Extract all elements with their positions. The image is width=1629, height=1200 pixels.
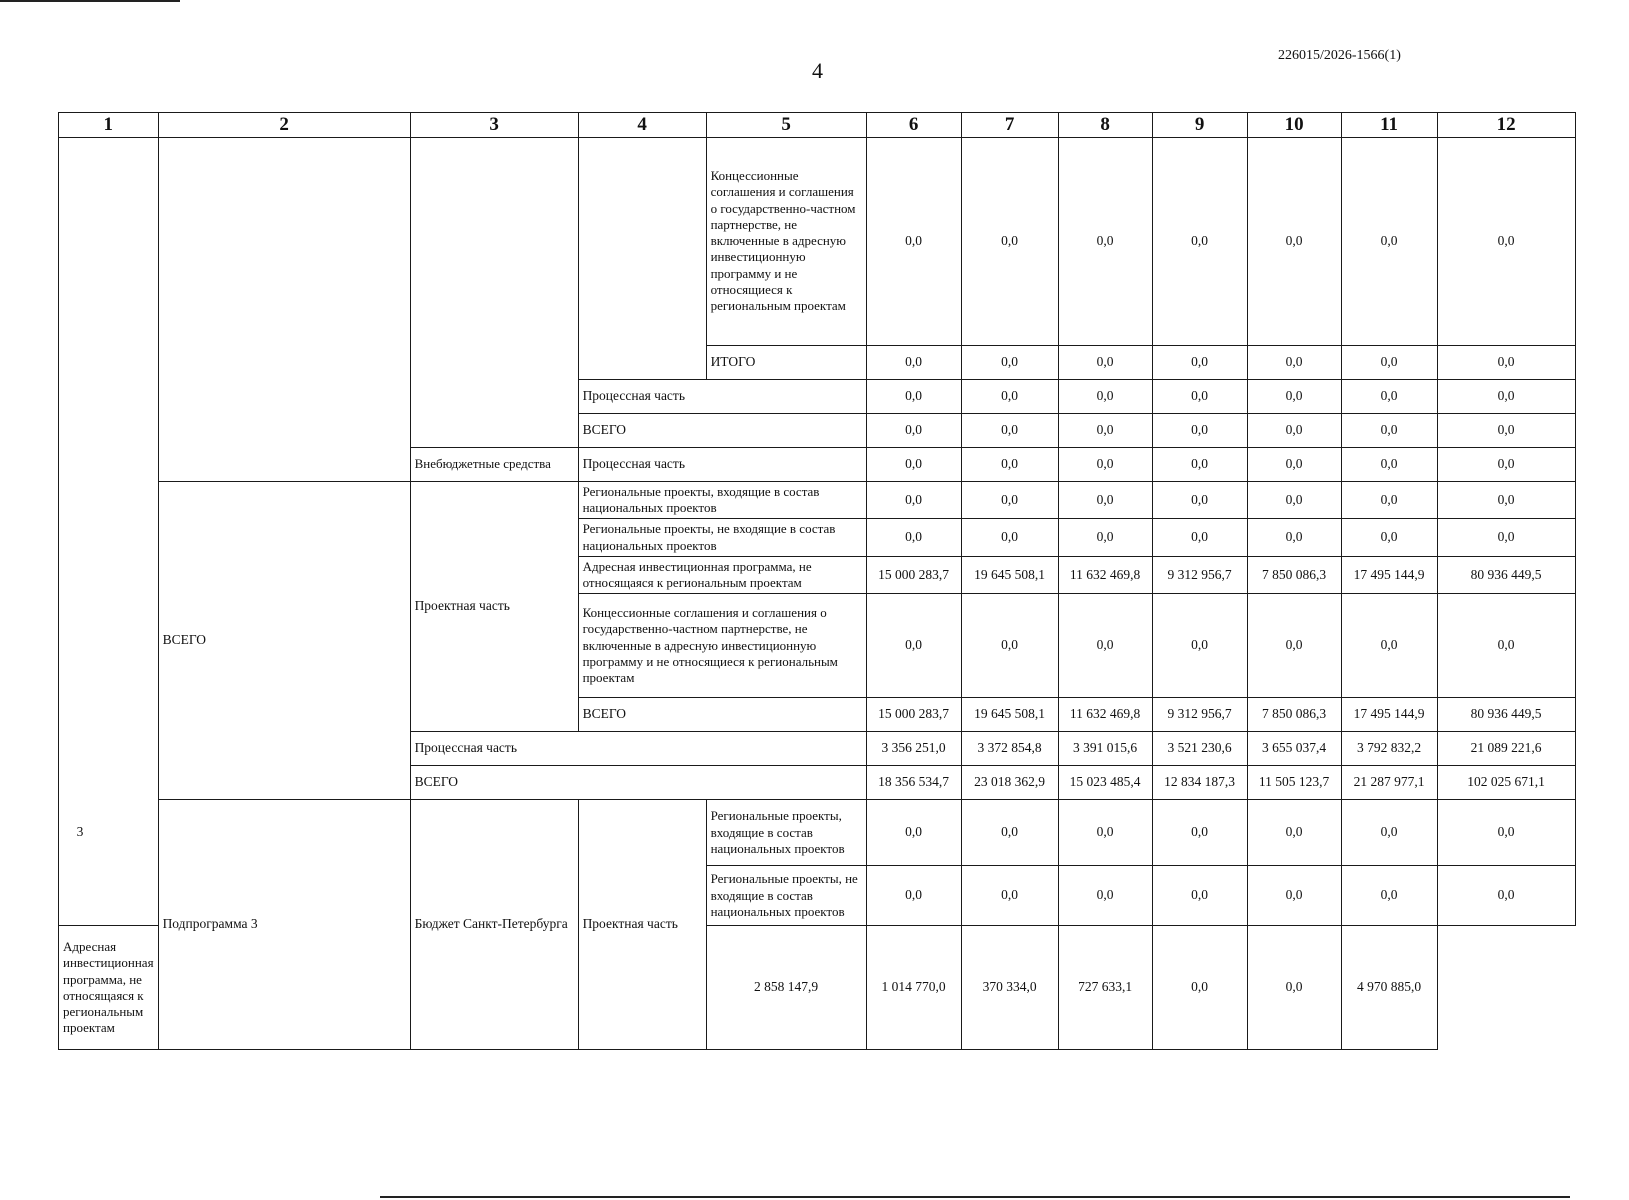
value-cell: 9 312 956,7 xyxy=(1152,698,1247,732)
value-cell: 0,0 xyxy=(866,447,961,481)
table-row xyxy=(59,800,1576,866)
row-label: ВСЕГО xyxy=(578,413,866,447)
row-label: Концессионные соглашения и соглашения о государственно-частном партнерстве, не включенные в адресную инвестиционную программу и не относящиеся к региональным проектам xyxy=(706,137,866,345)
value-cell: 0,0 xyxy=(1247,519,1341,557)
header-cell: 4 xyxy=(578,113,706,138)
value-cell: 0,0 xyxy=(1058,594,1152,698)
value-cell: 0,0 xyxy=(1437,519,1575,557)
value-cell: 0,0 xyxy=(1341,481,1437,519)
value-cell: 0,0 xyxy=(1437,594,1575,698)
value-cell: 0,0 xyxy=(1152,866,1247,926)
value-cell: 102 025 671,1 xyxy=(1437,766,1575,800)
value-cell: 4 970 885,0 xyxy=(1341,926,1437,1050)
header-cell: 1 xyxy=(59,113,159,138)
row-label: Концессионные соглашения и соглашения о государственно-частном партнерстве, не включенные в адресную инвестиционную программу и не относящиеся к региональным проектам xyxy=(578,594,866,698)
value-cell: 0,0 xyxy=(1152,413,1247,447)
value-cell: 0,0 xyxy=(1152,800,1247,866)
value-cell: 11 505 123,7 xyxy=(1247,766,1341,800)
value-cell: 0,0 xyxy=(1341,345,1437,379)
header-cell: 7 xyxy=(961,113,1058,138)
value-cell: 0,0 xyxy=(1437,481,1575,519)
value-cell: 0,0 xyxy=(1341,413,1437,447)
value-cell: 9 312 956,7 xyxy=(1152,556,1247,594)
value-cell: 0,0 xyxy=(961,519,1058,557)
value-cell: 0,0 xyxy=(1437,137,1575,345)
row-label: Адресная инвестиционная программа, не относящаяся к региональным проектам xyxy=(578,556,866,594)
value-cell: 0,0 xyxy=(866,345,961,379)
row-label: ВСЕГО xyxy=(578,698,866,732)
row-label: Региональные проекты, входящие в состав национальных проектов xyxy=(578,481,866,519)
funding-source: Внебюджетные средства xyxy=(410,447,578,481)
budget-table xyxy=(58,112,1576,1050)
value-cell: 0,0 xyxy=(1058,447,1152,481)
value-cell: 0,0 xyxy=(1247,926,1341,1050)
value-cell: 0,0 xyxy=(1437,800,1575,866)
value-cell: 7 850 086,3 xyxy=(1247,556,1341,594)
value-cell: 0,0 xyxy=(961,800,1058,866)
funding-source: Бюджет Санкт-Петербурга xyxy=(410,800,578,1050)
value-cell: 3 521 230,6 xyxy=(1152,732,1247,766)
value-cell: 15 000 283,7 xyxy=(866,556,961,594)
value-cell: 2 858 147,9 xyxy=(706,926,866,1050)
value-cell: 23 018 362,9 xyxy=(961,766,1058,800)
value-cell: 0,0 xyxy=(961,345,1058,379)
value-cell: 0,0 xyxy=(866,379,961,413)
col4-cell xyxy=(578,137,706,379)
value-cell: 0,0 xyxy=(1152,379,1247,413)
value-cell: 0,0 xyxy=(1058,519,1152,557)
value-cell: 0,0 xyxy=(1247,866,1341,926)
document-code: 226015/2026-1566(1) xyxy=(1278,48,1401,63)
value-cell: 0,0 xyxy=(1247,345,1341,379)
value-cell: 0,0 xyxy=(1152,345,1247,379)
value-cell: 0,0 xyxy=(1341,447,1437,481)
value-cell: 0,0 xyxy=(1247,447,1341,481)
row-label: Процессная часть xyxy=(410,732,866,766)
value-cell: 0,0 xyxy=(1058,137,1152,345)
value-cell: 370 334,0 xyxy=(961,926,1058,1050)
section-title: ВСЕГО xyxy=(158,481,410,800)
value-cell: 0,0 xyxy=(1341,866,1437,926)
row-label: Адресная инвестиционная программа, не относящаяся к региональным проектам xyxy=(59,926,159,1050)
value-cell: 15 000 283,7 xyxy=(866,698,961,732)
value-cell: 17 495 144,9 xyxy=(1341,698,1437,732)
col3-cell xyxy=(410,137,578,447)
value-cell: 0,0 xyxy=(1152,519,1247,557)
value-cell: 80 936 449,5 xyxy=(1437,698,1575,732)
value-cell: 3 391 015,6 xyxy=(1058,732,1152,766)
value-cell: 0,0 xyxy=(1152,594,1247,698)
value-cell: 0,0 xyxy=(1341,594,1437,698)
value-cell: 7 850 086,3 xyxy=(1247,698,1341,732)
value-cell: 3 655 037,4 xyxy=(1247,732,1341,766)
value-cell: 0,0 xyxy=(1058,866,1152,926)
value-cell: 0,0 xyxy=(866,866,961,926)
value-cell: 0,0 xyxy=(866,594,961,698)
value-cell: 3 372 854,8 xyxy=(961,732,1058,766)
col2-cell xyxy=(158,137,410,481)
value-cell: 0,0 xyxy=(961,379,1058,413)
value-cell: 11 632 469,8 xyxy=(1058,556,1152,594)
header-cell: 11 xyxy=(1341,113,1437,138)
value-cell: 0,0 xyxy=(1341,519,1437,557)
value-cell: 0,0 xyxy=(1058,800,1152,866)
value-cell: 0,0 xyxy=(1247,413,1341,447)
value-cell: 18 356 534,7 xyxy=(866,766,961,800)
value-cell: 1 014 770,0 xyxy=(866,926,961,1050)
value-cell: 0,0 xyxy=(1152,137,1247,345)
value-cell: 0,0 xyxy=(1341,137,1437,345)
value-cell: 0,0 xyxy=(1247,481,1341,519)
value-cell: 15 023 485,4 xyxy=(1058,766,1152,800)
header-row xyxy=(59,113,1576,138)
header-cell: 2 xyxy=(158,113,410,138)
value-cell: 0,0 xyxy=(1437,413,1575,447)
value-cell: 12 834 187,3 xyxy=(1152,766,1247,800)
value-cell: 0,0 xyxy=(1247,379,1341,413)
value-cell: 0,0 xyxy=(1058,481,1152,519)
page-number: 4 xyxy=(812,58,823,83)
part-label: Проектная часть xyxy=(410,481,578,732)
value-cell: 0,0 xyxy=(1247,594,1341,698)
value-cell: 80 936 449,5 xyxy=(1437,556,1575,594)
value-cell: 0,0 xyxy=(1341,379,1437,413)
subprogram-title: Подпрограмма 3 xyxy=(158,800,410,1050)
header-cell: 12 xyxy=(1437,113,1575,138)
value-cell: 3 792 832,2 xyxy=(1341,732,1437,766)
value-cell: 21 089 221,6 xyxy=(1437,732,1575,766)
value-cell: 0,0 xyxy=(1152,926,1247,1050)
value-cell: 19 645 508,1 xyxy=(961,556,1058,594)
value-cell: 727 633,1 xyxy=(1058,926,1152,1050)
value-cell: 0,0 xyxy=(866,800,961,866)
header-cell: 3 xyxy=(410,113,578,138)
table-row xyxy=(59,481,1576,519)
part-label: Проектная часть xyxy=(578,800,706,1050)
value-cell: 0,0 xyxy=(1341,800,1437,866)
row-number: 3 xyxy=(76,824,84,839)
value-cell: 17 495 144,9 xyxy=(1341,556,1437,594)
row-label: ИТОГО xyxy=(706,345,866,379)
value-cell: 19 645 508,1 xyxy=(961,698,1058,732)
value-cell: 0,0 xyxy=(1058,379,1152,413)
value-cell: 11 632 469,8 xyxy=(1058,698,1152,732)
value-cell: 0,0 xyxy=(1058,413,1152,447)
value-cell: 0,0 xyxy=(1437,866,1575,926)
value-cell: 0,0 xyxy=(1437,447,1575,481)
value-cell: 0,0 xyxy=(961,137,1058,345)
col1-cell xyxy=(59,137,159,926)
value-cell: 0,0 xyxy=(1152,447,1247,481)
value-cell: 0,0 xyxy=(961,594,1058,698)
value-cell: 0,0 xyxy=(1247,137,1341,345)
top-rule xyxy=(0,0,180,2)
header-cell: 5 xyxy=(706,113,866,138)
row-label: ВСЕГО xyxy=(410,766,866,800)
value-cell: 0,0 xyxy=(1058,345,1152,379)
row-label: Региональные проекты, входящие в состав национальных проектов xyxy=(706,800,866,866)
row-label: Региональные проекты, не входящие в состав национальных проектов xyxy=(706,866,866,926)
value-cell: 21 287 977,1 xyxy=(1341,766,1437,800)
table-row xyxy=(59,137,1576,345)
value-cell: 0,0 xyxy=(866,519,961,557)
header-cell: 9 xyxy=(1152,113,1247,138)
value-cell: 0,0 xyxy=(1247,800,1341,866)
row-label: Процессная часть xyxy=(578,379,866,413)
value-cell: 0,0 xyxy=(961,481,1058,519)
value-cell: 0,0 xyxy=(961,413,1058,447)
bottom-rule xyxy=(380,1196,1570,1198)
header-cell: 8 xyxy=(1058,113,1152,138)
value-cell: 0,0 xyxy=(1437,379,1575,413)
header-cell: 10 xyxy=(1247,113,1341,138)
value-cell: 0,0 xyxy=(866,481,961,519)
value-cell: 0,0 xyxy=(1437,345,1575,379)
value-cell: 3 356 251,0 xyxy=(866,732,961,766)
value-cell: 0,0 xyxy=(866,137,961,345)
value-cell: 0,0 xyxy=(1152,481,1247,519)
value-cell: 0,0 xyxy=(866,413,961,447)
value-cell: 0,0 xyxy=(961,447,1058,481)
header-cell: 6 xyxy=(866,113,961,138)
value-cell: 0,0 xyxy=(961,866,1058,926)
row-label: Региональные проекты, не входящие в состав национальных проектов xyxy=(578,519,866,557)
row-label: Процессная часть xyxy=(578,447,866,481)
